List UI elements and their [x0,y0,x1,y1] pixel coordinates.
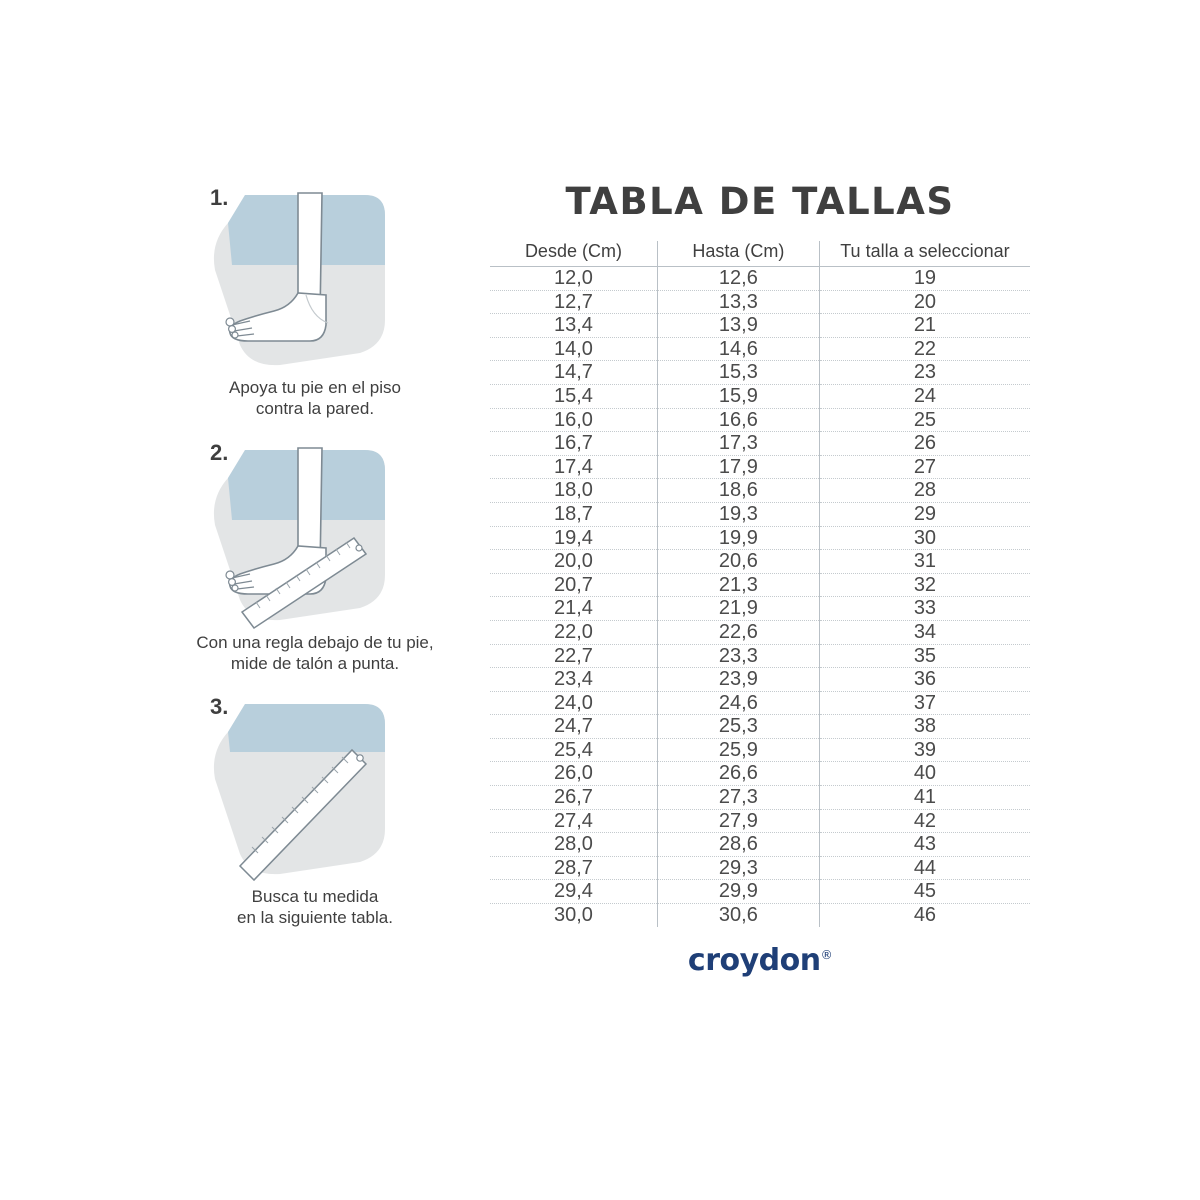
cell-hasta: 29,9 [657,880,819,904]
table-row [490,573,1030,597]
step-3-caption-line1: Busca tu medida [251,887,379,906]
table-row [490,597,1030,621]
cell-desde: 27,4 [490,809,657,833]
brand-logo [490,943,1030,978]
step-1-illustration [170,175,460,375]
table-row [490,786,1030,810]
cell-hasta: 23,9 [657,668,819,692]
cell-desde: 21,4 [490,597,657,621]
cell-hasta: 22,6 [657,620,819,644]
table-body [490,267,1030,927]
cell-talla: 38 [819,715,1030,739]
instruction-steps [170,175,460,939]
step-1-caption [170,377,460,420]
table-row [490,550,1030,574]
cell-desde: 26,0 [490,762,657,786]
column-header-talla: Tu talla a seleccionar [819,241,1030,267]
table-row [490,290,1030,314]
cell-desde: 20,7 [490,573,657,597]
cell-desde: 24,7 [490,715,657,739]
step-2 [170,430,460,675]
trademark-symbol: ® [820,947,833,962]
column-header-hasta: Hasta (Cm) [657,241,819,267]
cell-talla: 36 [819,668,1030,692]
cell-desde: 17,4 [490,455,657,479]
cell-desde: 24,0 [490,691,657,715]
cell-talla: 39 [819,738,1030,762]
cell-desde: 29,4 [490,880,657,904]
cell-hasta: 14,6 [657,337,819,361]
foot-against-wall-icon [170,175,460,375]
cell-talla: 21 [819,314,1030,338]
table-row [490,904,1030,927]
column-header-desde: Desde (Cm) [490,241,657,267]
table-row [490,384,1030,408]
table-row [490,432,1030,456]
table-row [490,455,1030,479]
table-row [490,880,1030,904]
cell-hasta: 28,6 [657,833,819,857]
size-table [490,241,1030,927]
cell-hasta: 19,9 [657,526,819,550]
cell-talla: 20 [819,290,1030,314]
cell-hasta: 15,9 [657,384,819,408]
cell-talla: 44 [819,856,1030,880]
cell-talla: 43 [819,833,1030,857]
cell-talla: 40 [819,762,1030,786]
cell-talla: 41 [819,786,1030,810]
cell-desde: 22,0 [490,620,657,644]
cell-hasta: 13,3 [657,290,819,314]
cell-desde: 22,7 [490,644,657,668]
table-row [490,715,1030,739]
table-row [490,668,1030,692]
cell-hasta: 18,6 [657,479,819,503]
table-row [490,620,1030,644]
cell-desde: 14,0 [490,337,657,361]
cell-hasta: 26,6 [657,762,819,786]
cell-desde: 13,4 [490,314,657,338]
cell-talla: 23 [819,361,1030,385]
step-3-illustration [170,684,460,884]
cell-desde: 26,7 [490,786,657,810]
table-row [490,361,1030,385]
table-row [490,809,1030,833]
table-row [490,526,1030,550]
step-1-number: 1. [210,185,229,210]
cell-talla: 37 [819,691,1030,715]
cell-talla: 25 [819,408,1030,432]
cell-desde: 20,0 [490,550,657,574]
step-3-number: 3. [210,694,229,719]
table-row [490,691,1030,715]
cell-talla: 42 [819,809,1030,833]
cell-talla: 22 [819,337,1030,361]
step-3-caption-line2: en la siguiente tabla. [237,908,393,928]
cell-desde: 19,4 [490,526,657,550]
step-2-caption-line2: mide de talón a punta. [230,653,400,673]
cell-desde: 18,0 [490,479,657,503]
step-1 [170,175,460,420]
step-1-caption-line2: contra la pared. [255,399,375,419]
step-1-caption-line1: Apoya tu pie en el piso [228,378,401,397]
table-row [490,644,1030,668]
cell-talla: 26 [819,432,1030,456]
step-2-caption-line1: Con una regla debajo de tu pie, [196,632,434,652]
cell-hasta: 30,6 [657,904,819,927]
table-header-row [490,241,1030,267]
cell-desde: 14,7 [490,361,657,385]
table-row [490,314,1030,338]
table-row [490,502,1030,526]
table-row [490,856,1030,880]
cell-talla: 30 [819,526,1030,550]
cell-talla: 31 [819,550,1030,574]
foot-with-ruler-icon [170,430,460,645]
cell-desde: 12,0 [490,267,657,291]
cell-hasta: 17,9 [657,455,819,479]
table-row [490,337,1030,361]
cell-hasta: 20,6 [657,550,819,574]
cell-desde: 16,0 [490,408,657,432]
cell-talla: 45 [819,880,1030,904]
cell-hasta: 23,3 [657,644,819,668]
table-row [490,762,1030,786]
cell-hasta: 24,6 [657,691,819,715]
cell-desde: 25,4 [490,738,657,762]
cell-talla: 27 [819,455,1030,479]
cell-hasta: 25,9 [657,738,819,762]
cell-hasta: 13,9 [657,314,819,338]
cell-talla: 24 [819,384,1030,408]
cell-talla: 28 [819,479,1030,503]
cell-hasta: 17,3 [657,432,819,456]
cell-desde: 15,4 [490,384,657,408]
cell-talla: 33 [819,597,1030,621]
cell-desde: 23,4 [490,668,657,692]
cell-hasta: 19,3 [657,502,819,526]
cell-hasta: 21,9 [657,597,819,621]
cell-talla: 19 [819,267,1030,291]
cell-desde: 28,7 [490,856,657,880]
cell-hasta: 21,3 [657,573,819,597]
ruler-measure-icon [170,684,460,899]
brand-name: croydon [687,942,821,978]
cell-hasta: 15,3 [657,361,819,385]
step-2-number: 2. [210,439,229,465]
cell-hasta: 16,6 [657,408,819,432]
table-row [490,267,1030,291]
page-title: TABLA DE TALLAS [565,180,955,223]
cell-talla: 32 [819,573,1030,597]
cell-desde: 28,0 [490,833,657,857]
cell-hasta: 25,3 [657,715,819,739]
cell-desde: 12,7 [490,290,657,314]
size-table-section [490,180,1030,978]
cell-talla: 35 [819,644,1030,668]
cell-hasta: 27,9 [657,809,819,833]
step-3 [170,684,460,929]
step-2-illustration [170,430,460,630]
table-row [490,479,1030,503]
table-row [490,833,1030,857]
cell-talla: 34 [819,620,1030,644]
cell-talla: 29 [819,502,1030,526]
cell-hasta: 27,3 [657,786,819,810]
table-row [490,408,1030,432]
cell-desde: 30,0 [553,904,593,927]
cell-desde: 16,7 [490,432,657,456]
cell-desde: 18,7 [490,502,657,526]
cell-hasta: 29,3 [657,856,819,880]
cell-talla: 46 [819,904,1030,927]
cell-hasta: 12,6 [657,267,819,291]
table-row [490,738,1030,762]
